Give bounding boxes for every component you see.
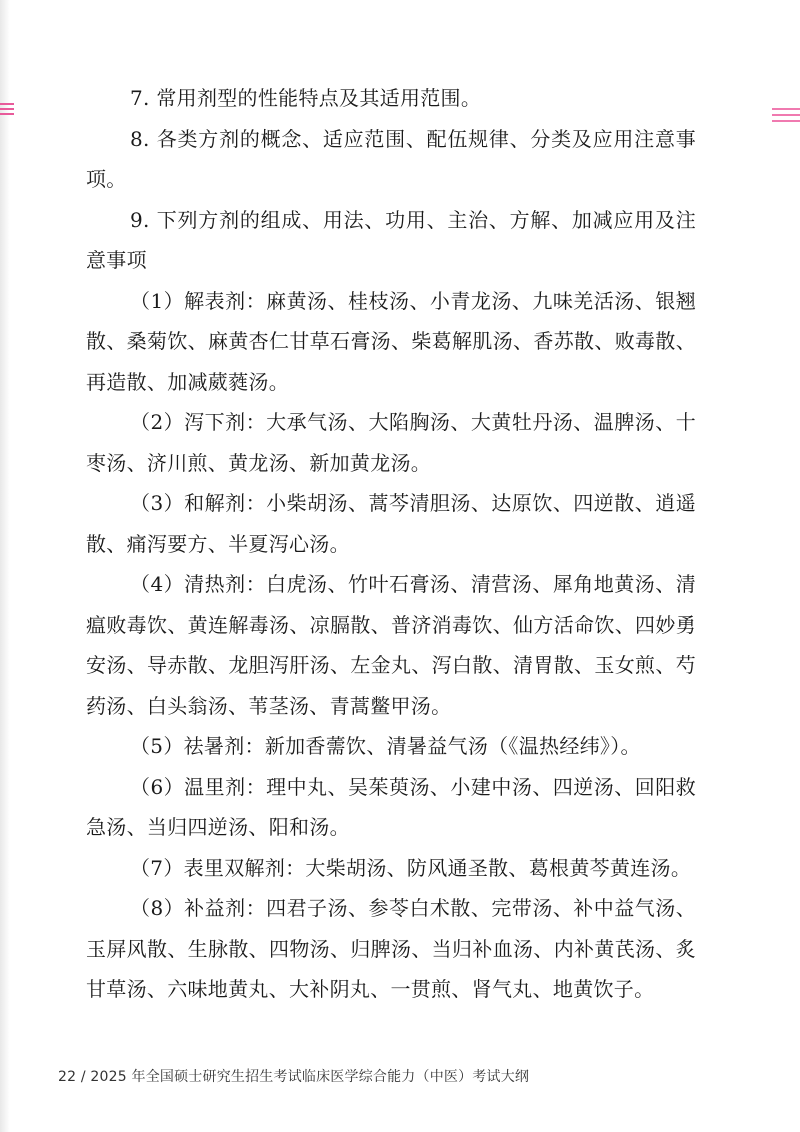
page-footer: 22 / 2025 年全国硕士研究生招生考试临床医学综合能力（中医）考试大纲 bbox=[58, 1069, 530, 1085]
margin-marker bbox=[772, 120, 800, 122]
paragraph: （4）清热剂：白虎汤、竹叶石膏汤、清营汤、犀角地黄汤、清瘟败毒饮、黄连解毒汤、凉膈散、普济消毒饮、仙方活命饮、四妙勇安汤、导赤散、龙胆泻肝汤、左金丸、泻白散、清胃散、玉女煎、芍药汤、白头翁汤、苇茎汤、青蒿鳖甲汤。 bbox=[86, 572, 696, 718]
paragraph: 8. 各类方剂的概念、适应范围、配伍规律、分类及应用注意事项。 bbox=[86, 126, 696, 191]
margin-marker bbox=[0, 108, 14, 110]
paragraph: （6）温里剂：理中丸、吴茱萸汤、小建中汤、四逆汤、回阳救急汤、当归四逆汤、阳和汤。 bbox=[86, 774, 696, 839]
paragraph: （5）祛暑剂：新加香薷饮、清暑益气汤（《温热经纬》）。 bbox=[130, 734, 641, 758]
margin-marker bbox=[0, 113, 14, 115]
margin-marker bbox=[772, 114, 800, 116]
paragraph: 7. 常用剂型的性能特点及其适用范围。 bbox=[130, 86, 482, 110]
page-edge-shadow bbox=[0, 0, 10, 1132]
paragraph: （3）和解剂：小柴胡汤、蒿芩清胆汤、达原饮、四逆散、逍遥散、痛泻要方、半夏泻心汤。 bbox=[86, 491, 696, 556]
document-body bbox=[86, 78, 696, 1010]
margin-marker bbox=[0, 103, 14, 105]
margin-marker bbox=[772, 108, 800, 110]
paragraph: （1）解表剂：麻黄汤、桂枝汤、小青龙汤、九味羌活汤、银翘散、桑菊饮、麻黄杏仁甘草石膏汤、柴葛解肌汤、香苏散、败毒散、再造散、加减葳蕤汤。 bbox=[86, 288, 696, 394]
paragraph: （7）表里双解剂：大柴胡汤、防风通圣散、葛根黄芩黄连汤。 bbox=[130, 855, 692, 880]
paragraph: （2）泻下剂：大承气汤、大陷胸汤、大黄牡丹汤、温脾汤、十枣汤、济川煎、黄龙汤、新加黄龙汤。 bbox=[86, 410, 696, 475]
paragraph: 9. 下列方剂的组成、用法、功用、主治、方解、加减应用及注意事项 bbox=[86, 207, 696, 272]
paragraph: （8）补益剂：四君子汤、参苓白术散、完带汤、补中益气汤、玉屏风散、生脉散、四物汤、归脾汤、当归补血汤、内补黄芪汤、炙甘草汤、六味地黄丸、大补阴丸、一贯煎、肾气丸、地黄饮子。 bbox=[86, 896, 696, 1001]
